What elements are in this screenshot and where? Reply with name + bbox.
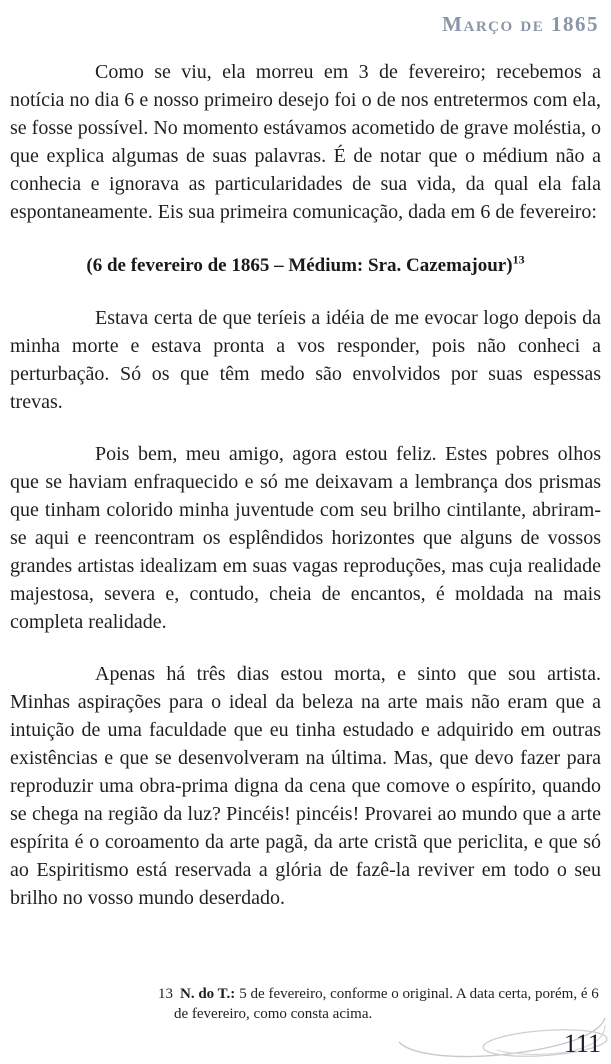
footnote-marker: 13	[158, 986, 173, 1002]
footnote-text: 5 de fevereiro, conforme o original. A data certa, porém, é 6 de fevereiro, como consta acima.	[174, 986, 599, 1022]
communication-heading	[10, 252, 601, 280]
communication-heading-text: (6 de fevereiro de 1865 – Médium: Sra. Cazemajour)	[86, 255, 513, 276]
paragraph-message-3: Apenas há três dias estou morta, e sinto que sou artista. Minhas aspirações para o ideal da beleza na arte mais não eram que a intuição de uma faculdade que eu tinha estudado e adquirido em outras existências e que se desenvolveram na última. Mas, que devo fazer para reproduzir uma obra-prima digna da cena que comove o espírito, quando se chega na região da luz? Pincéis! pincéis! Provarei ao mundo que a arte espírita é o coroamento da arte pagã, da arte cristã que periclita, e que só ao Espiritismo está reservada a glória de fazê-la reviver em todo o seu brilho no vosso mundo deserdado.	[10, 663, 601, 909]
paragraph-message-1: Estava certa de que teríeis a idéia de me evocar logo depois da minha morte e estava pronta a vos responder, pois não conheci a perturbação. Só os que têm medo são envolvidos por suas espessas trevas.	[10, 307, 601, 413]
running-header: Março de 1865	[442, 12, 599, 36]
paragraph-intro: Como se viu, ela morreu em 3 de fevereiro; recebemos a notícia no dia 6 e nosso primeiro desejo foi o de nos entretermos com ela, se fosse possível. No momento estávamos acometido de grave moléstia, o que explica algumas de suas palavras. É de notar que o médium não a conhecia e ignorava as particularidades de sua vida, da qual ela fala espontaneamente. Eis sua primeira comunicação, dada em 6 de fevereiro:	[10, 61, 601, 223]
page-footer	[391, 1012, 611, 1064]
footnote-label: N. do T.:	[180, 986, 236, 1002]
page-number: 111	[563, 1029, 601, 1058]
footnote-reference: 13	[512, 252, 525, 267]
paragraph-message-2: Pois bem, meu amigo, agora estou feliz. Estes pobres olhos que se haviam enfraquecido e só me deixavam a lembrança dos prismas que tinham colorido minha juventude com seu brilho cintilante, abriram-se aqui e reencontram os esplêndidos horizontes que alguns de vossos grandes artistas idealizam em suas vagas reproduções, mas cuja realidade majestosa, severa e, contudo, cheia de encantos, é moldada na mais completa realidade.	[10, 443, 601, 633]
